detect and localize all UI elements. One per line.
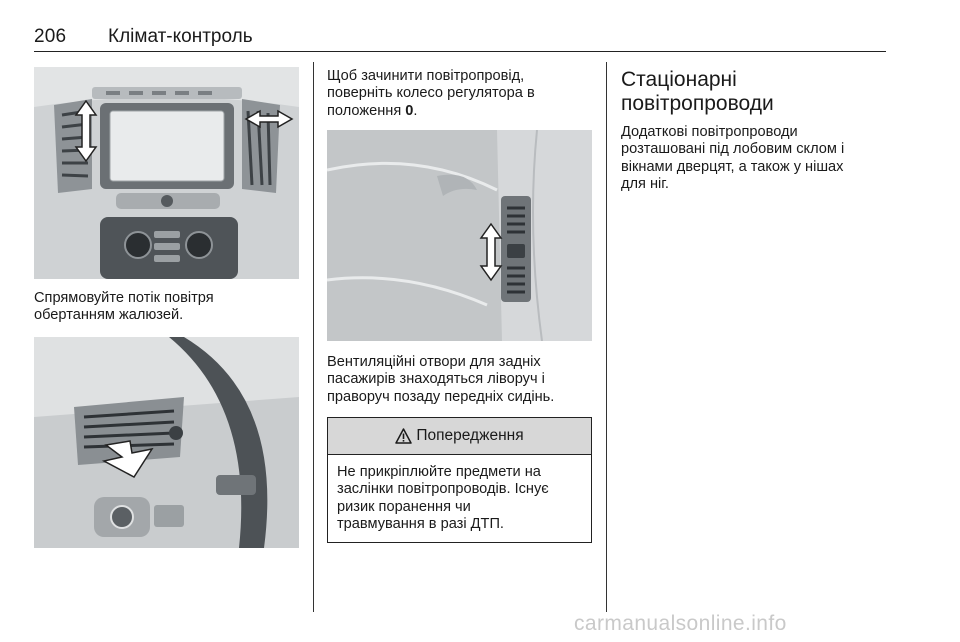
warning-header	[328, 418, 591, 455]
photo-dashboard-vents	[34, 67, 299, 279]
warning-body: Не прикріплюйте предмети на заслінки повітропроводів. Існує ризик поранення чи травмування в разі ДТП.	[337, 464, 549, 533]
dashboard-vents-illustration	[34, 67, 299, 279]
column-divider-left	[313, 62, 314, 612]
section-heading-fixed-vents: Стаціонарні повітропроводи	[621, 68, 774, 115]
watermark: carmanualsonline.info	[574, 612, 787, 635]
photo-side-vent-wheel	[34, 337, 299, 548]
warning-triangle-icon	[395, 428, 412, 444]
intro-text: Щоб зачинити повітропровід, поверніть колесо регулятора в положення	[327, 68, 535, 119]
side-vent-illustration	[34, 337, 299, 548]
warning-title: Попередження	[416, 427, 524, 444]
rear-vent-illustration	[327, 130, 592, 341]
rear-vents-text: Вентиляційні отвори для задніх пасажирів знаходяться ліворуч і праворуч позаду передніх сидінь.	[327, 354, 555, 405]
intro-close-vent-text	[327, 68, 599, 120]
position-zero-symbol: 0	[405, 102, 414, 119]
column-divider-right	[606, 62, 607, 612]
warning-box	[327, 417, 592, 543]
intro-end: .	[413, 102, 418, 119]
page-header	[34, 26, 886, 52]
page-title: Клімат-контроль	[108, 26, 253, 47]
photo-rear-vent	[327, 130, 592, 341]
caption-vent-direction: Спрямовуйте потік повітря обертанням жалюзей.	[34, 290, 214, 324]
page-number: 206	[34, 26, 67, 47]
fixed-vents-text: Додаткові повітропроводи розташовані під лобовим склом і вікнами дверцят, а також у нішах для ніг.	[621, 124, 845, 193]
